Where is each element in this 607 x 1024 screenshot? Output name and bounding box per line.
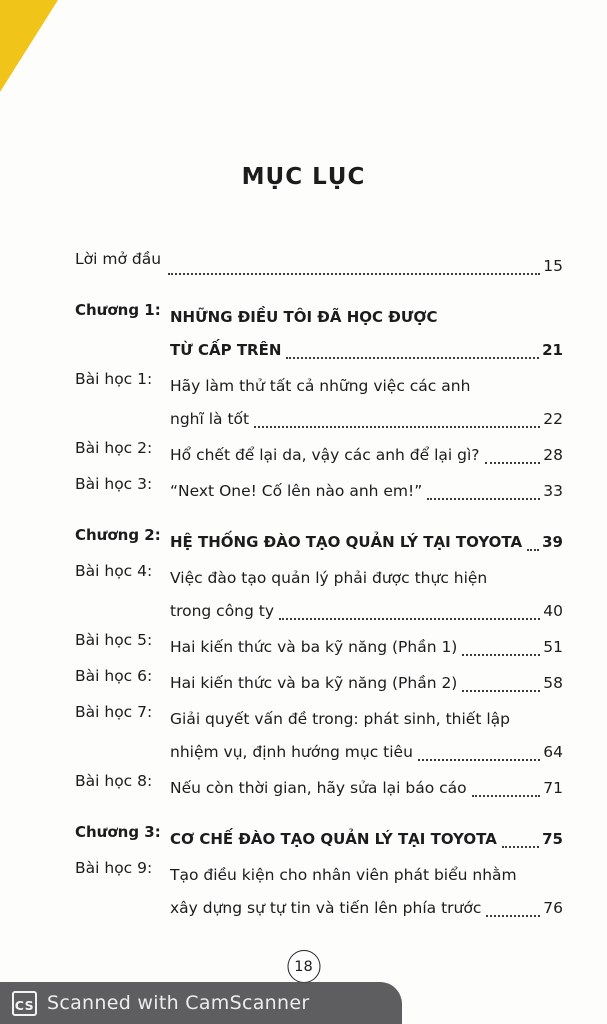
toc-entry xyxy=(75,250,563,283)
toc-page-number: 28 xyxy=(543,446,563,464)
toc-line-text: Hổ chết để lại da, vậy các anh để lại gì? xyxy=(170,446,480,464)
toc-entry xyxy=(75,439,563,472)
toc-page-number: 71 xyxy=(543,779,563,797)
camscanner-logo-icon: CS xyxy=(12,991,37,1016)
toc-entry-last-line xyxy=(163,250,563,283)
dot-leader xyxy=(527,526,539,551)
dot-leader xyxy=(427,475,540,500)
dot-leader xyxy=(279,595,540,620)
toc-entry-last-line xyxy=(170,772,563,805)
toc-page-number: 21 xyxy=(542,341,563,359)
toc-entry-label: Bài học 4: xyxy=(75,562,153,580)
camscanner-watermark-text: Scanned with CamScanner xyxy=(47,992,310,1014)
toc-page-number: 15 xyxy=(543,257,563,275)
toc-entry-content xyxy=(170,439,563,472)
toc-entry-label: Chương 2: xyxy=(75,526,161,544)
toc-entry-content xyxy=(170,631,563,664)
toc-entry-label: Lời mở đầu xyxy=(75,250,162,268)
toc-line-text: xây dựng sự tự tin và tiến lên phía trước xyxy=(170,899,482,917)
dot-leader xyxy=(486,892,540,917)
toc-line-text: TỪ CẤP TRÊN xyxy=(170,341,282,359)
toc-line-text: Tạo điều kiện cho nhân viên phát biểu nhằm xyxy=(170,866,517,884)
toc-entry-last-line xyxy=(170,595,563,628)
toc-line-text: trong công ty xyxy=(170,602,275,620)
toc-entry-content xyxy=(170,526,563,559)
table-of-contents xyxy=(75,250,563,928)
toc-entry-last-line xyxy=(170,526,563,559)
toc-page-number: 76 xyxy=(543,899,563,917)
toc-entry xyxy=(75,301,563,367)
toc-entry xyxy=(75,772,563,805)
dot-leader xyxy=(254,403,540,428)
toc-entry-label: Bài học 8: xyxy=(75,772,153,790)
toc-entry-content xyxy=(170,562,563,628)
toc-page-number: 33 xyxy=(543,482,563,500)
toc-entry-last-line xyxy=(170,403,563,436)
dot-leader xyxy=(472,772,541,797)
scan-corner-fold xyxy=(0,0,58,92)
toc-line-text: Hãy làm thử tất cả những việc các anh xyxy=(170,377,471,395)
toc-line-text: Nếu còn thời gian, hãy sửa lại báo cáo xyxy=(170,779,467,797)
toc-entry xyxy=(75,475,563,508)
toc-line-text: CƠ CHẾ ĐÀO TẠO QUẢN LÝ TẠI TOYOTA xyxy=(170,830,497,848)
toc-entry-last-line xyxy=(170,631,563,664)
toc-entry-label: Bài học 1: xyxy=(75,370,153,388)
toc-page-number: 58 xyxy=(543,674,563,692)
toc-entry-last-line xyxy=(170,475,563,508)
toc-entry-label: Bài học 9: xyxy=(75,859,153,877)
toc-entry-label: Bài học 7: xyxy=(75,703,153,721)
toc-entry-label: Chương 3: xyxy=(75,823,161,841)
dot-leader xyxy=(418,736,540,761)
dot-leader xyxy=(462,631,540,656)
toc-entry-label: Bài học 2: xyxy=(75,439,153,457)
toc-line-text: Hai kiến thức và ba kỹ năng (Phần 1) xyxy=(170,638,458,656)
toc-page-number: 22 xyxy=(543,410,563,428)
toc-line-text: “Next One! Cố lên nào anh em!” xyxy=(170,482,423,500)
page-title: MỤC LỤC xyxy=(241,164,366,190)
dot-leader xyxy=(502,823,539,848)
toc-entry-content xyxy=(170,370,563,436)
toc-entry xyxy=(75,562,563,628)
dot-leader xyxy=(485,439,541,464)
dot-leader xyxy=(168,250,540,275)
toc-line-text: nghĩ là tốt xyxy=(170,410,250,428)
dot-leader xyxy=(462,667,540,692)
toc-page-number: 39 xyxy=(542,533,563,551)
toc-entry-last-line xyxy=(170,334,563,367)
toc-entry xyxy=(75,370,563,436)
toc-entry-content xyxy=(170,667,563,700)
toc-line-text: Giải quyết vấn đề trong: phát sinh, thiết lập xyxy=(170,710,510,728)
toc-line-text: nhiệm vụ, định hướng mục tiêu xyxy=(170,743,413,761)
toc-entry-content xyxy=(170,823,563,856)
toc-entry xyxy=(75,526,563,559)
toc-entry-label: Bài học 5: xyxy=(75,631,153,649)
toc-entry-label: Chương 1: xyxy=(75,301,161,319)
toc-entry-last-line xyxy=(170,892,563,925)
toc-page-number: 40 xyxy=(543,602,563,620)
toc-entry xyxy=(75,859,563,925)
dot-leader xyxy=(286,334,539,359)
toc-entry-content xyxy=(170,475,563,508)
toc-page-number: 75 xyxy=(542,830,563,848)
toc-entry-last-line xyxy=(170,823,563,856)
toc-entry-last-line xyxy=(170,736,563,769)
toc-entry-last-line xyxy=(170,439,563,472)
camscanner-watermark-bar xyxy=(0,982,402,1024)
toc-page-number: 64 xyxy=(543,743,563,761)
toc-page-number: 51 xyxy=(543,638,563,656)
toc-entry xyxy=(75,631,563,664)
toc-entry-label: Bài học 6: xyxy=(75,667,153,685)
toc-entry-content xyxy=(170,859,563,925)
toc-line-text: NHỮNG ĐIỀU TÔI ĐÃ HỌC ĐƯỢC xyxy=(170,308,438,326)
page-number-badge: 18 xyxy=(287,950,320,983)
toc-entry-content xyxy=(170,703,563,769)
toc-entry-content xyxy=(163,250,563,283)
toc-entry xyxy=(75,823,563,856)
toc-line-text: HỆ THỐNG ĐÀO TẠO QUẢN LÝ TẠI TOYOTA xyxy=(170,533,523,551)
toc-line-text: Việc đào tạo quản lý phải được thực hiện xyxy=(170,569,488,587)
toc-entry-content xyxy=(170,772,563,805)
toc-entry xyxy=(75,703,563,769)
toc-entry xyxy=(75,667,563,700)
toc-entry-last-line xyxy=(170,667,563,700)
toc-line-text: Hai kiến thức và ba kỹ năng (Phần 2) xyxy=(170,674,458,692)
toc-entry-content xyxy=(170,301,563,367)
toc-entry-label: Bài học 3: xyxy=(75,475,153,493)
